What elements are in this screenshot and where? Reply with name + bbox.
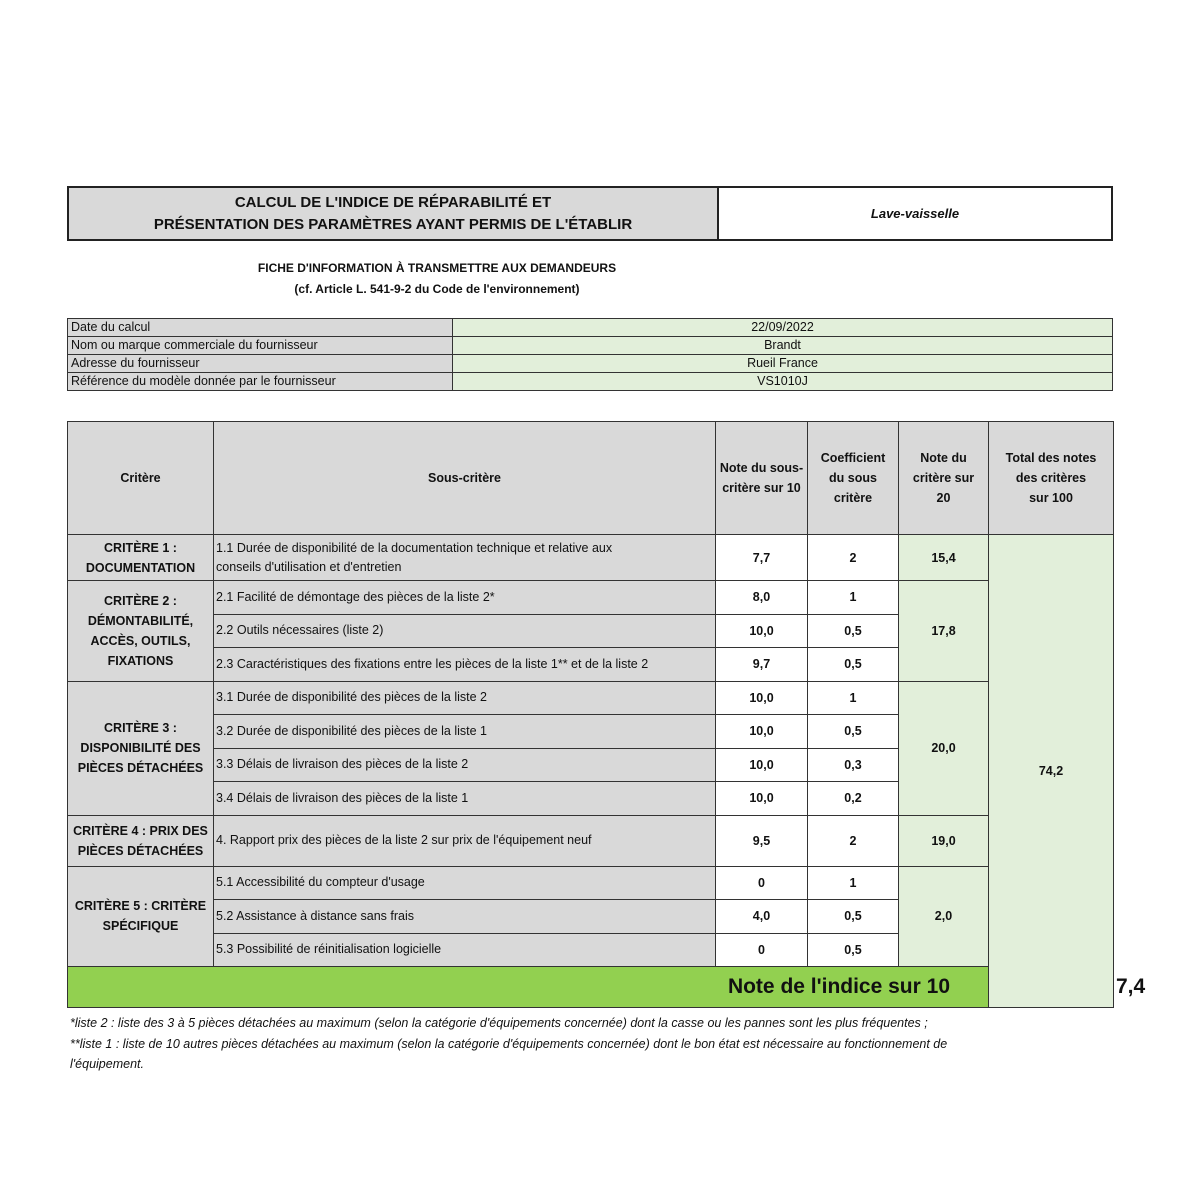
sub-criterion-coefficient: 0,5 [808, 715, 899, 749]
criterion-score: 20,0 [899, 681, 989, 815]
criterion-score: 15,4 [899, 535, 989, 581]
sub-criterion-note: 9,5 [716, 815, 808, 866]
sub-criterion-coefficient: 0,5 [808, 614, 899, 648]
final-score-row: Note de l'indice sur 10 7,4 [68, 967, 1114, 1008]
info-label: Référence du modèle donnée par le fournisseur [68, 373, 453, 391]
criterion-line: CRITÈRE 5 : CRITÈRE [74, 899, 207, 914]
info-row [68, 337, 1113, 355]
title-line-2: PRÉSENTATION DES PARAMÈTRES AYANT PERMIS DE L'ÉTABLIR [153, 215, 633, 233]
sub-criterion-label: 3.4 Délais de livraison des pièces de la liste 1 [214, 782, 716, 816]
sub-criterion-coefficient: 2 [808, 815, 899, 866]
sub-criterion-coefficient: 1 [808, 581, 899, 615]
supplier-info-table [67, 318, 1113, 391]
table-row [68, 681, 1114, 715]
header-line: du sous [829, 471, 877, 485]
header-line: Total des notes [1005, 451, 1097, 465]
info-value: Brandt [453, 337, 1113, 355]
info-row [68, 373, 1113, 391]
criterion-cell [68, 581, 214, 682]
document-title [69, 188, 719, 239]
criterion-cell [68, 535, 214, 581]
sub-criterion-label: 2.3 Caractéristiques des fixations entre les pièces de la liste 1** et de la liste 2 [214, 648, 716, 682]
info-label: Date du calcul [68, 319, 453, 337]
title-line-1: CALCUL DE L'INDICE DE RÉPARABILITÉ ET [234, 193, 552, 211]
header-line: critère sur [912, 471, 975, 485]
sub-criterion-label: 5.3 Possibilité de réinitialisation logicielle [214, 933, 716, 967]
footnote-liste-1: **liste 1 : liste de 10 autres pièces détachées au maximum (selon la catégorie d'équipements concernée) dont le bon état est nécessaire au fonctionnement de [70, 1036, 948, 1051]
sub-criterion-note: 8,0 [716, 581, 808, 615]
col-header-note-critere [899, 422, 989, 535]
criterion-line: PIÈCES DÉTACHÉES [77, 843, 204, 858]
col-header-coefficient [808, 422, 899, 535]
criterion-line: PIÈCES DÉTACHÉES [77, 761, 204, 775]
sub-criterion-note: 7,7 [716, 535, 808, 581]
criterion-cell [68, 866, 214, 967]
col-header-note-sous-critere [716, 422, 808, 535]
col-header-critere: Critère [68, 422, 214, 535]
criterion-cell [68, 815, 214, 866]
sub-criterion-note: 4,0 [716, 900, 808, 934]
header-box [67, 186, 1113, 241]
col-header-total [989, 422, 1114, 535]
sheet-title-line-2: (cf. Article L. 541-9-2 du Code de l'environnement) [294, 282, 580, 296]
sub-criterion-note: 10,0 [716, 748, 808, 782]
sub-criterion-label: 5.1 Accessibilité du compteur d'usage [214, 866, 716, 900]
sub-criterion-coefficient: 0,5 [808, 900, 899, 934]
header-line: Note du sous- [719, 461, 804, 475]
footnote-liste-1-continued: l'équipement. [70, 1057, 144, 1071]
info-value: Rueil France [453, 355, 1113, 373]
table-row [68, 581, 1114, 615]
info-value: VS1010J [453, 373, 1113, 391]
footnote-liste-2: *liste 2 : liste des 3 à 5 pièces détachées au maximum (selon la catégorie d'équipements concernée) dont la casse ou les pannes sont les plus fréquentes ; [70, 1016, 928, 1030]
sub-criterion-coefficient: 0,5 [808, 933, 899, 967]
sub-criterion-note: 0 [716, 866, 808, 900]
sub-criterion-note: 10,0 [716, 681, 808, 715]
sub-criterion-coefficient: 1 [808, 866, 899, 900]
sub-criterion-coefficient: 0,2 [808, 782, 899, 816]
sub-criterion-coefficient: 1 [808, 681, 899, 715]
criterion-score: 17,8 [899, 581, 989, 682]
sub-criterion-label: 2.1 Facilité de démontage des pièces de la liste 2* [214, 581, 716, 615]
criterion-line: SPÉCIFIQUE [102, 919, 179, 934]
criterion-cell [68, 681, 214, 815]
criterion-line: FIXATIONS [107, 653, 174, 668]
table-header-row [68, 422, 1114, 535]
criterion-line: CRITÈRE 1 : [104, 540, 177, 555]
header-line: Note du [920, 451, 967, 465]
sub-criterion-line: 1.1 Durée de disponibilité de la documentation technique et relative aux [216, 540, 613, 555]
info-value: 22/09/2022 [453, 319, 1113, 337]
sub-criterion-note: 0 [716, 933, 808, 967]
header-line: critère [833, 491, 873, 505]
info-row [68, 319, 1113, 337]
criterion-line: DÉMONTABILITÉ, [87, 613, 194, 628]
sub-criterion-note: 10,0 [716, 614, 808, 648]
header-line: Coefficient [820, 451, 886, 465]
sheet-title-line-1: FICHE D'INFORMATION À TRANSMETTRE AUX DEMANDEURS [257, 261, 617, 275]
header-line: 20 [936, 491, 951, 505]
sub-criterion-line: conseils d'utilisation et d'entretien [216, 559, 402, 574]
footnotes [70, 1013, 1115, 1075]
criterion-score: 2,0 [899, 866, 989, 967]
info-row [68, 355, 1113, 373]
sub-criterion-note: 10,0 [716, 782, 808, 816]
criterion-line: DOCUMENTATION [85, 560, 196, 575]
repairability-table [67, 421, 1146, 1008]
sub-criterion-label: 3.3 Délais de livraison des pièces de la liste 2 [214, 748, 716, 782]
header-line: sur 100 [1029, 491, 1073, 505]
sub-criterion-label: 4. Rapport prix des pièces de la liste 2 sur prix de l'équipement neuf [214, 815, 716, 866]
sub-criterion-coefficient: 2 [808, 535, 899, 581]
product-type: Lave-vaisselle [870, 206, 960, 221]
sub-criterion-coefficient: 0,3 [808, 748, 899, 782]
criterion-line: DISPONIBILITÉ DES [80, 741, 201, 755]
header-line: des critères [1015, 471, 1087, 485]
table-row [68, 535, 1114, 581]
sub-criterion-label: 5.2 Assistance à distance sans frais [214, 900, 716, 934]
info-label: Adresse du fournisseur [68, 355, 453, 373]
info-label: Nom ou marque commerciale du fournisseur [68, 337, 453, 355]
sub-criterion-coefficient: 0,5 [808, 648, 899, 682]
final-score-label: Note de l'indice sur 10 [68, 967, 989, 1008]
criterion-line: CRITÈRE 4 : PRIX DES [73, 823, 208, 838]
col-header-sous-critere: Sous-critère [214, 422, 716, 535]
header-line: critère sur 10 [722, 481, 801, 495]
table-row [68, 815, 1114, 866]
criterion-line: CRITÈRE 3 : [104, 721, 177, 735]
sub-criterion-label: 3.1 Durée de disponibilité des pièces de la liste 2 [214, 681, 716, 715]
sub-criterion-label [214, 535, 716, 581]
sub-criterion-note: 9,7 [716, 648, 808, 682]
criterion-score: 19,0 [899, 815, 989, 866]
total-score: 74,2 [989, 535, 1114, 1008]
sub-criterion-label: 2.2 Outils nécessaires (liste 2) [214, 614, 716, 648]
sheet-title [67, 258, 807, 300]
sub-criterion-note: 10,0 [716, 715, 808, 749]
criterion-line: CRITÈRE 2 : [104, 593, 177, 608]
sub-criterion-label: 3.2 Durée de disponibilité des pièces de la liste 1 [214, 715, 716, 749]
criterion-line: ACCÈS, OUTILS, [90, 633, 191, 648]
table-row [68, 866, 1114, 900]
